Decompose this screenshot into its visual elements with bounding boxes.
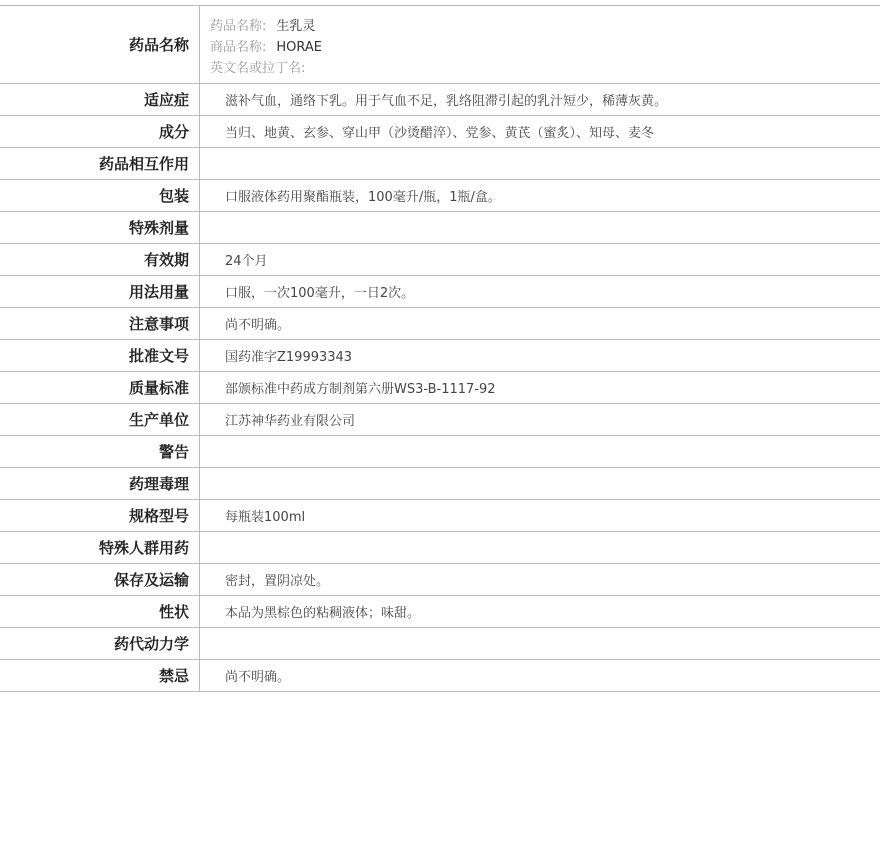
table-row — [0, 276, 880, 308]
row-value: 本品为黑棕色的粘稠液体；味甜。 — [225, 606, 421, 621]
table-row — [0, 532, 880, 564]
table-row — [0, 628, 880, 660]
table-row — [0, 180, 880, 212]
table-row — [0, 212, 880, 244]
trade-name-key: 商品名称: — [210, 40, 267, 55]
table-row-names — [0, 6, 880, 84]
row-label: 成分 — [0, 116, 200, 147]
row-value: 江苏神华药业有限公司 — [225, 414, 356, 429]
row-value — [200, 148, 880, 179]
table-row — [0, 500, 880, 532]
row-label: 禁忌 — [0, 660, 200, 691]
row-label: 规格型号 — [0, 500, 200, 531]
row-label: 药理毒理 — [0, 468, 200, 499]
table-row — [0, 436, 880, 468]
row-label: 有效期 — [0, 244, 200, 275]
row-value: 国药准字Z19993343 — [225, 350, 353, 365]
row-value: 尚不明确。 — [225, 670, 291, 685]
table-row — [0, 596, 880, 628]
row-label: 批准文号 — [0, 340, 200, 371]
row-value: 当归、地黄、玄参、穿山甲（沙烫醋淬）、党参、黄芪（蜜炙）、知母、麦冬 — [225, 126, 655, 141]
table-row — [0, 564, 880, 596]
row-label: 适应症 — [0, 84, 200, 115]
row-label: 保存及运输 — [0, 564, 200, 595]
table-row — [0, 84, 880, 116]
row-value: 口服，一次100毫升，一日2次。 — [225, 286, 415, 301]
row-value: 部颁标准中药成方制剂第六册WS3-B-1117-92 — [225, 382, 496, 397]
row-value — [200, 532, 880, 563]
row-label: 药代动力学 — [0, 628, 200, 659]
row-value: 滋补气血，通络下乳。用于气血不足，乳络阻滞引起的乳汁短少，稀薄灰黄。 — [225, 94, 668, 109]
row-label: 特殊剂量 — [0, 212, 200, 243]
row-label: 生产单位 — [0, 404, 200, 435]
row-value — [200, 628, 880, 659]
english-name-key: 英文名或拉丁名: — [210, 61, 306, 76]
table-row — [0, 468, 880, 500]
table-row — [0, 244, 880, 276]
row-value: 密封，置阴凉处。 — [225, 574, 330, 589]
row-label: 性状 — [0, 596, 200, 627]
names-block — [200, 6, 880, 83]
drug-name-line — [210, 16, 880, 37]
table-row — [0, 660, 880, 692]
row-label: 药品相互作用 — [0, 148, 200, 179]
table-row — [0, 372, 880, 404]
row-label: 注意事项 — [0, 308, 200, 339]
row-label: 药品名称 — [0, 6, 200, 83]
table-row — [0, 308, 880, 340]
row-value — [200, 468, 880, 499]
drug-name-value: 生乳灵 — [276, 19, 316, 34]
row-label: 包装 — [0, 180, 200, 211]
row-value: 尚不明确。 — [225, 318, 291, 333]
row-label: 用法用量 — [0, 276, 200, 307]
row-value: 每瓶装100ml — [225, 510, 306, 525]
row-value: 口服液体药用聚酯瓶装，100毫升/瓶，1瓶/盒。 — [225, 190, 501, 205]
row-value — [200, 436, 880, 467]
drug-name-key: 药品名称: — [210, 19, 267, 34]
table-row — [0, 148, 880, 180]
trade-name-line — [210, 37, 880, 58]
table-row — [0, 116, 880, 148]
table-row — [0, 404, 880, 436]
table-row — [0, 340, 880, 372]
trade-name-value: HORAE — [276, 40, 323, 55]
row-label: 质量标准 — [0, 372, 200, 403]
row-label: 特殊人群用药 — [0, 532, 200, 563]
row-value: 24个月 — [225, 254, 268, 269]
row-label: 警告 — [0, 436, 200, 467]
english-name-line — [210, 58, 880, 79]
drug-spec-table — [0, 5, 880, 692]
row-value — [200, 212, 880, 243]
